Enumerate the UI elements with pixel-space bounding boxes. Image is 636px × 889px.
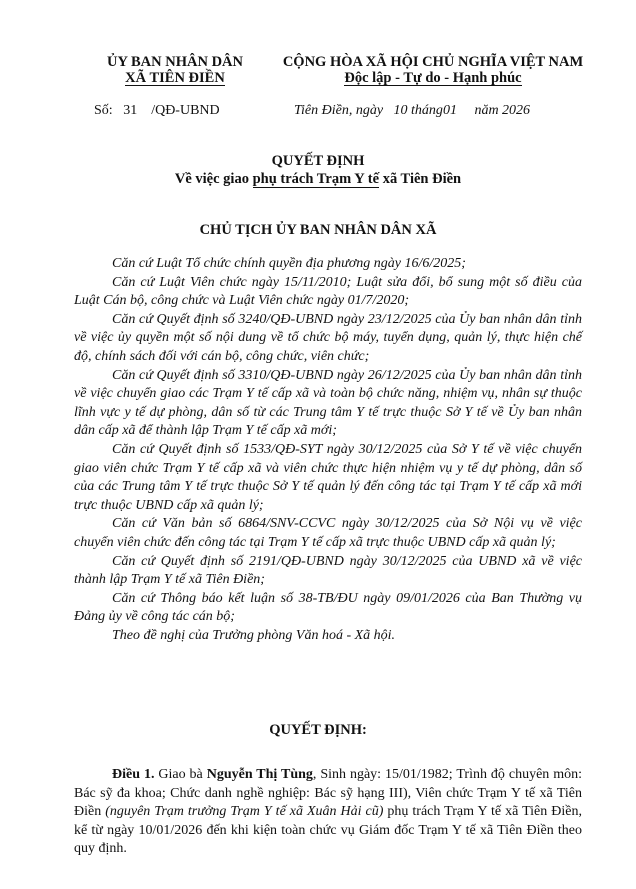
country-name: CỘNG HÒA XÃ HỘI CHỦ NGHĨA VIỆT NAM (282, 54, 584, 70)
basis-item: Căn cứ Quyết định số 3310/QĐ-UBND ngày 26/12/2025 của Ủy ban nhân dân tỉnh về việc chuyển giao các Trạm Y tế cấp xã và toàn bộ chức năng, nhiệm vụ, nhân sự thuộc lĩnh vực y tế dự phòng, dân số từ các Trung tâm Y tế trực thuộc Sở Y tế về Ủy ban nhân dân cấp xã để thành lập Trạm Y tế cấp xã mới; (74, 367, 582, 439)
basis-item: Căn cứ Luật Viên chức ngày 15/11/2010; Luật sửa đổi, bổ sung một số điều của Luật Cán bộ, công chức và Luật Viên chức ngày 01/7/2020; (74, 274, 582, 309)
issuing-authority (80, 54, 270, 86)
document-number (94, 103, 220, 119)
date-month: 01 (442, 103, 457, 118)
motto: Độc lập - Tự do - Hạnh phúc (344, 70, 522, 86)
number-value: 31 (123, 103, 138, 118)
basis-item: Theo đề nghị của Trưởng phòng Văn hoá - Xã hội. (112, 627, 396, 643)
basis-item: Căn cứ Quyết định số 3240/QĐ-UBND ngày 23/12/2025 của Ủy ban nhân dân tỉnh về việc ủy quyền một số nội dung về tổ chức bộ máy, tuyển dụng, quản lý, thực hiện chế độ, chính sách đối với cán bộ, công chức, viên chức; (74, 311, 582, 364)
article-label: Điều 1. (112, 767, 155, 782)
basis-item: Căn cứ Luật Tổ chức chính quyền địa phương ngày 16/6/2025; (112, 256, 466, 271)
basis-item: Căn cứ Quyết định số 1533/QĐ-SYT ngày 30/12/2025 của Sở Y tế về việc chuyển giao viên chức Trạm Y tế cấp xã và viên chức thực hiện nhiệm vụ y tế dự phòng, dân số của các Trung tâm Y tế trực thuộc Sở Y tế quản lý đến công tác tại Trạm Y tế cấp xã mới trực thuộc UBND cấp xã quản lý; (74, 441, 582, 513)
subject-before: Về việc giao (174, 171, 253, 187)
basis-item: Căn cứ Thông báo kết luận số 38-TB/ĐU ngày 09/01/2026 của Ban Thường vụ Đảng ủy về công tác cán bộ; (74, 590, 582, 625)
article-text: phụ trách Trạm Y tế xã Tiên Điền, kể từ ngày 10/01/2026 đến khi kiện toàn chức vụ Giám đốc Trạm Y tế xã Tiên Điền theo quy định. (74, 804, 582, 857)
document-title: QUYẾT ĐỊNH (271, 153, 365, 169)
date-month-label: tháng (411, 103, 443, 118)
article-text: , Sinh ngày: 15/01/1982; Trình độ chuyên môn: Bác sỹ đa khoa; Chức danh nghề nghiệp: Bác sỹ hạng III), Viên chức Trạm Y tế xã Tiên Điền (74, 767, 582, 820)
authority-line-2: XÃ TIÊN ĐIỀN (125, 70, 225, 86)
legal-bases (74, 255, 582, 645)
article-1 (74, 766, 582, 859)
decision-heading: QUYẾT ĐỊNH: (269, 722, 367, 738)
authority-line-1: ỦY BAN NHÂN DÂN (106, 54, 243, 70)
issuer-title: CHỦ TỊCH ỦY BAN NHÂN DÂN XÃ (199, 222, 437, 238)
article-note: (nguyên Trạm trưởng Trạm Y tế xã Xuân Hải cũ) (105, 804, 384, 820)
document-date (294, 103, 530, 119)
basis-item: Căn cứ Văn bản số 6864/SNV-CCVC ngày 30/12/2025 của Sở Nội vụ về việc chuyển viên chức đến công tác tại Trạm Y tế cấp xã trực thuộc UBND cấp xã quản lý; (74, 516, 582, 550)
document-subject (0, 170, 636, 188)
number-prefix: Số: (94, 103, 113, 118)
national-motto (268, 54, 598, 86)
article-text: Giao bà (154, 767, 207, 782)
basis-item: Căn cứ Quyết định số 2191/QĐ-UBND ngày 30/12/2025 của UBND xã về việc thành lập Trạm Y tế xã Tiên Điền; (74, 553, 582, 588)
date-year: năm 2026 (474, 103, 531, 118)
document-header (0, 54, 636, 94)
subject-underlined: phụ trách Trạm Y tế (252, 171, 380, 187)
person-name: Nguyễn Thị Tùng (206, 767, 313, 782)
date-day: 10 (393, 103, 408, 118)
number-suffix: /QĐ-UBND (151, 103, 220, 118)
subject-after: xã Tiên Điền (379, 171, 462, 187)
date-place: Tiên Điền, ngày (294, 103, 384, 118)
